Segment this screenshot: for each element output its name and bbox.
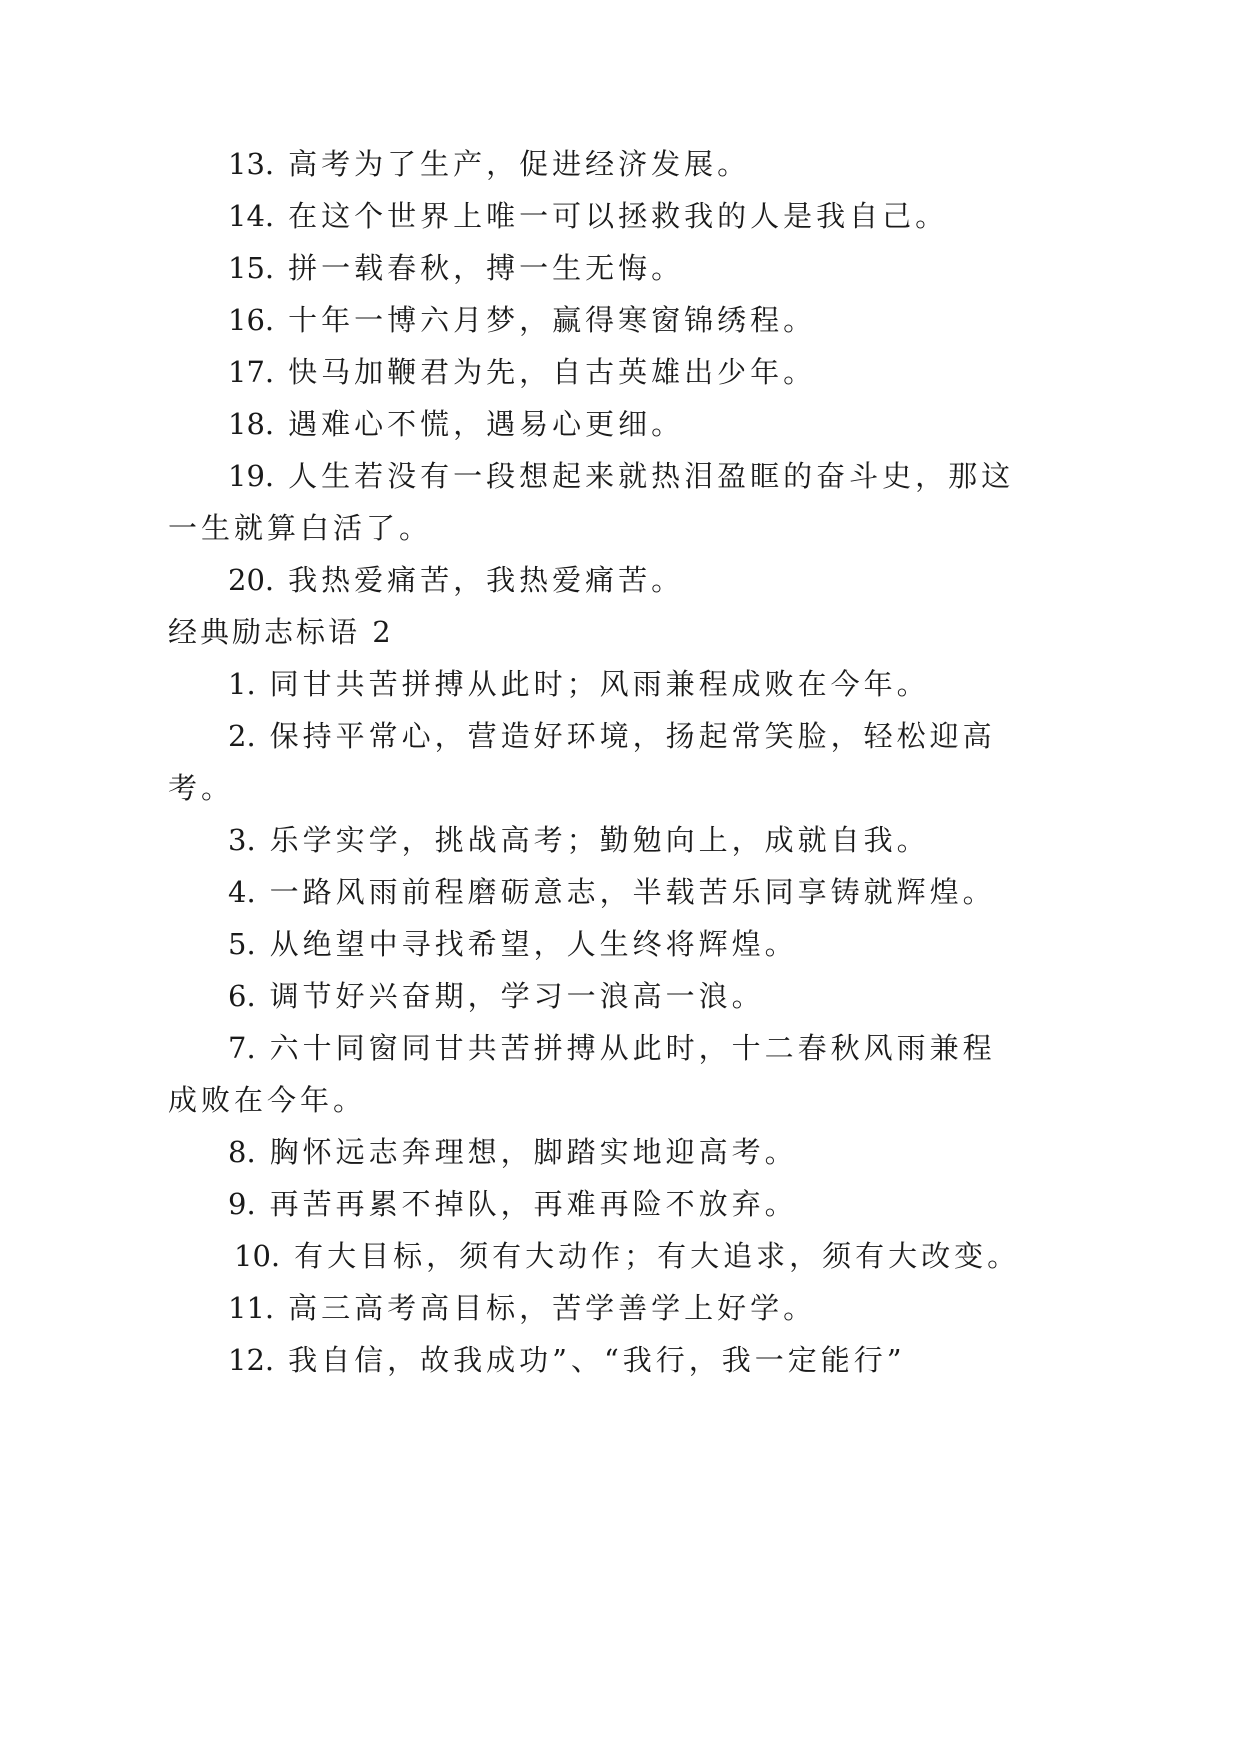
item-text: 我热爱痛苦，我热爱痛苦。 xyxy=(288,563,685,597)
list-item-9 xyxy=(228,1184,798,1224)
item-number: 8. xyxy=(228,1135,256,1169)
item-text: 拼一载春秋，搏一生无悔。 xyxy=(288,251,685,285)
list-item-1 xyxy=(228,664,930,704)
list-item-13 xyxy=(228,144,750,184)
list-item-3 xyxy=(228,820,930,860)
item-number: 11. xyxy=(228,1291,275,1325)
item-text: 考。 xyxy=(168,771,235,805)
item-number: 15. xyxy=(228,251,275,285)
item-text: 快马加鞭君为先，自古英雄出少年。 xyxy=(288,355,817,389)
list-item-7-continuation xyxy=(168,1080,366,1120)
list-item-11 xyxy=(228,1288,816,1328)
item-number: 10. xyxy=(234,1239,281,1273)
item-text: 在这个世界上唯一可以拯救我的人是我自己。 xyxy=(288,199,949,233)
item-text: 六十同窗同甘共苦拼搏从此时，十二春秋风雨兼程 xyxy=(269,1031,996,1065)
list-item-17 xyxy=(228,352,816,392)
item-number: 17. xyxy=(228,355,275,389)
item-number: 2. xyxy=(228,719,256,753)
list-item-4 xyxy=(228,872,996,912)
list-item-15 xyxy=(228,248,684,288)
item-number: 4. xyxy=(228,875,256,909)
item-text: 遇难心不慌，遇易心更细。 xyxy=(288,407,685,441)
item-text: 保持平常心，营造好环境，扬起常笑脸，轻松迎高 xyxy=(269,719,996,753)
item-number: 18. xyxy=(228,407,275,441)
list-item-20 xyxy=(228,560,684,600)
item-number: 9. xyxy=(228,1187,256,1221)
item-text: 一生就算白活了。 xyxy=(168,511,433,545)
list-item-12 xyxy=(228,1340,906,1380)
list-item-8 xyxy=(228,1132,798,1172)
list-item-2 xyxy=(228,716,996,756)
item-number: 1. xyxy=(228,667,256,701)
list-item-10 xyxy=(234,1236,1020,1276)
item-number: 20. xyxy=(228,563,275,597)
list-item-6 xyxy=(228,976,765,1016)
item-text: 人生若没有一段想起来就热泪盈眶的奋斗史，那这 xyxy=(288,459,1015,493)
item-number: 14. xyxy=(228,199,275,233)
item-text: 高考为了生产，促进经济发展。 xyxy=(288,147,751,181)
item-text: 成败在今年。 xyxy=(168,1083,367,1117)
list-item-7 xyxy=(228,1028,996,1068)
item-number: 5. xyxy=(228,927,256,961)
item-text: 一路风雨前程磨砺意志，半载苦乐同享铸就辉煌。 xyxy=(269,875,996,909)
item-text: 同甘共苦拼搏从此时；风雨兼程成败在今年。 xyxy=(269,667,930,701)
item-number: 19. xyxy=(228,459,275,493)
item-text: 再苦再累不掉队，再难再险不放弃。 xyxy=(269,1187,798,1221)
list-item-19-continuation xyxy=(168,508,432,548)
item-text: 调节好兴奋期，学习一浪高一浪。 xyxy=(269,979,765,1013)
item-text: 高三高考高目标，苦学善学上好学。 xyxy=(288,1291,817,1325)
list-item-19 xyxy=(228,456,1014,496)
heading-text: 经典励志标语 2 xyxy=(168,615,394,649)
item-number: 13. xyxy=(228,147,275,181)
list-item-5 xyxy=(228,924,798,964)
item-text: 十年一博六月梦，赢得寒窗锦绣程。 xyxy=(288,303,817,337)
item-number: 3. xyxy=(228,823,256,857)
item-text: 乐学实学，挑战高考；勤勉向上，成就自我。 xyxy=(269,823,930,857)
item-text: 我自信，故我成功”、“我行，我一定能行” xyxy=(288,1343,906,1377)
item-number: 16. xyxy=(228,303,275,337)
list-item-14 xyxy=(228,196,948,236)
list-item-18 xyxy=(228,404,684,444)
section-heading xyxy=(168,612,394,652)
list-item-16 xyxy=(228,300,816,340)
item-number: 12. xyxy=(228,1343,275,1377)
list-item-2-continuation xyxy=(168,768,234,808)
item-number: 7. xyxy=(228,1031,256,1065)
item-text: 有大目标，须有大动作；有大追求，须有大改变。 xyxy=(294,1239,1021,1273)
item-text: 胸怀远志奔理想，脚踏实地迎高考。 xyxy=(269,1135,798,1169)
item-text: 从绝望中寻找希望，人生终将辉煌。 xyxy=(269,927,798,961)
item-number: 6. xyxy=(228,979,256,1013)
